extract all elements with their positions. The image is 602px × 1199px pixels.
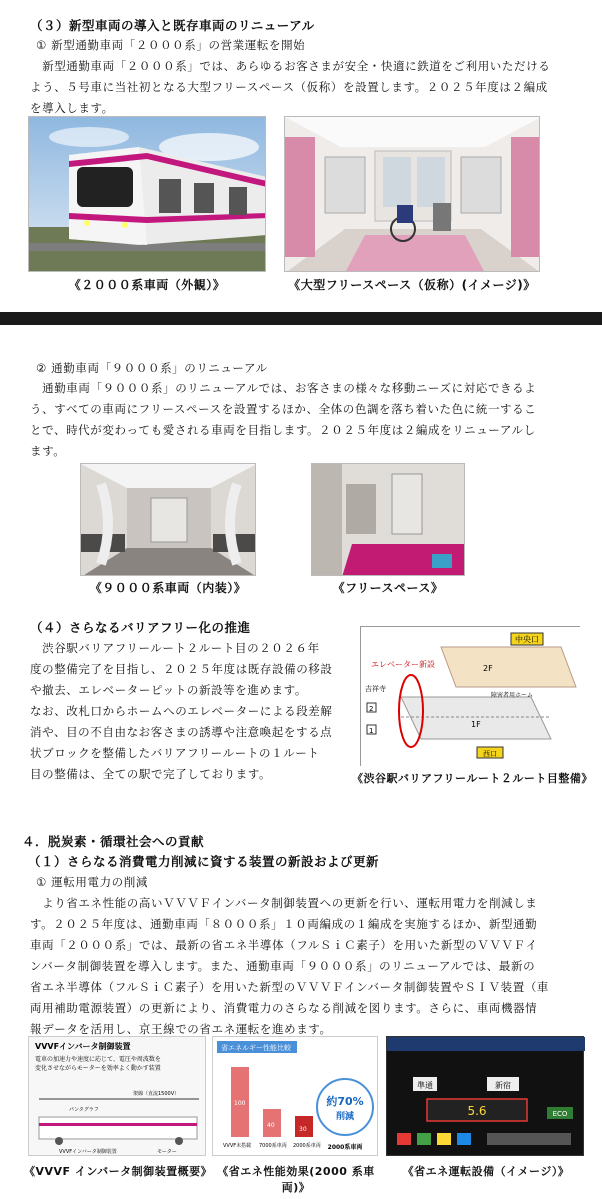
elevator-label: エレベーター新設: [371, 660, 435, 669]
energy-title: 省エネルギー性能比較: [221, 1044, 291, 1052]
eco-label: ECO: [552, 1110, 568, 1118]
bar2-label: 7000系車両: [259, 1143, 287, 1149]
caption-free-space: 《フリースペース》: [332, 581, 444, 595]
9000-interior-photo: [80, 463, 256, 576]
para-line: 度の整備完了を目指し、２０２５年度は既存設備の移設: [30, 662, 333, 676]
paragraph-power: [30, 893, 549, 1040]
page-break-band: [0, 312, 602, 325]
subheading-2000-series: ① 新型通勤車両「２０００系」の営業運転を開始: [36, 38, 306, 52]
eco-driving-display: [386, 1036, 584, 1156]
floor-1f-label: 1F: [471, 720, 481, 729]
vvvf-desc-2: 変化させながらモーターを効率よく動かす装置: [35, 1065, 161, 1072]
reduce-label: 削減: [335, 1112, 355, 1122]
para-line: 消や、目の不自由なお客さまの誘導や注意喚起をする点: [30, 725, 333, 739]
bar3-value: 30: [299, 1126, 307, 1133]
vvvf-desc-1: 電車の加速力や速度に応じて、電圧や周波数を: [35, 1056, 161, 1063]
caption-vvvf: 《VVVF インバータ制御装置概要》: [24, 1165, 213, 1178]
para-line: よう、５号車に当社初となる大型フリースペース（仮称）を設置します。２０２５年度は２編成: [30, 80, 548, 94]
wire-label: 架線（直流1500V）: [133, 1091, 180, 1097]
para-line: 報データを活用し、京王線での省エネ運転を進めます。: [30, 1022, 332, 1036]
para-line: なお、改札口からホームへのエレベーターによる段差解: [30, 704, 333, 718]
para-line: を導入します。: [30, 101, 114, 115]
big-percent: 約70%: [326, 1095, 364, 1108]
eco-digits: 5.6: [467, 1104, 487, 1118]
caption-station-map: 《渋谷駅バリアフリールート２ルート目整備》: [352, 772, 593, 785]
shibuya-station-map: [360, 626, 580, 766]
caption-free-space-large: 《大型フリースペース（仮称）(イメージ)》: [288, 278, 536, 292]
9000-free-space-photo: [311, 463, 465, 576]
track-1-label: 1: [369, 727, 374, 735]
platform-label: 障害者用ホーム: [491, 692, 534, 699]
section-heading-new-cars: （３）新型車両の導入と既存車両のリニューアル: [30, 18, 315, 33]
bar2-value: 40: [267, 1122, 275, 1129]
subheading-power-reduction: （１）さらなる消費電力削減に資する装置の新設および更新: [28, 854, 380, 869]
para-line: 渋谷駅バリアフリールート２ルート目の２０２６年: [30, 641, 320, 655]
section-heading-barrier-free: （４）さらなるバリアフリー化の推進: [30, 620, 251, 635]
caption-exterior: 《２０００系車両（外観）》: [68, 278, 226, 292]
para-line: う、すべての車両にフリースペースを設置するほか、全体の色調を落ち着いた色に統一するこ: [30, 402, 537, 416]
bar1-label: VVVF未搭載: [223, 1143, 252, 1149]
free-space-interior-photo: [284, 116, 540, 272]
vvvf-title: VVVFインバータ制御装置: [35, 1042, 131, 1051]
para-line: 車両「２０００系」では、最新の省エネ半導体（フルＳｉＣ素子）を用いた新型のＶＶＶＦイ: [30, 938, 538, 952]
device-label: VVVFインバータ制御装置: [59, 1149, 117, 1155]
caption-energy: 《省エネ性能効果(2000 系車両)》: [217, 1165, 375, 1194]
para-line: や撤去、エレベーターピットの新設等を進めます。: [30, 683, 307, 697]
pantograph-label: パンタグラフ: [69, 1107, 99, 1113]
floor-2f-label: 2F: [483, 664, 493, 673]
energy-comparison-diagram: [212, 1036, 378, 1156]
station-2: 新宿: [495, 1081, 511, 1090]
paragraph-9000-series: [30, 378, 536, 462]
energy-footer: 2000系車両: [327, 1144, 363, 1151]
motor-label: モーター: [157, 1149, 177, 1155]
west-exit-label: 西口: [483, 750, 497, 758]
paragraph-barrier-free: [30, 638, 333, 785]
para-line: 省エネ半導体（フルＳｉＣ素子）を用いた新型のＶＶＶＦインバータ制御装置やＳＩＶ装置（車: [30, 980, 550, 994]
para-line: 新型通勤車両「２０００系」では、あらゆるお客さまが安全・快適に鉄道をご利用いただける: [30, 59, 551, 73]
train-exterior-photo: [28, 116, 266, 272]
para-line: 目の整備は、全ての駅で完了しております。: [30, 767, 272, 781]
para-line: 状ブロックを整備したバリアフリールートの１ルート: [30, 746, 320, 760]
subheading-9000-series: ② 通勤車両「９０００系」のリニューアル: [36, 361, 268, 375]
para-line: 両用補助電源装置）の更新により、消費電力のさらなる削減を図ります。さらに、車両機器情: [30, 1001, 538, 1015]
para-line: ンバータ制御装置を導入します。また、通勤車両「９０００系」のリニューアルでは、最新の: [30, 959, 536, 973]
subheading-operating-power: ① 運転用電力の削減: [36, 875, 148, 889]
caption-9000-interior: 《９０００系車両（内装）》: [89, 581, 247, 595]
para-line: ます。: [30, 444, 66, 458]
para-line: とで、時代が変わっても愛される車両を目指します。２０２５年度は２編成をリニューアルし: [30, 423, 536, 437]
central-exit-label: 中央口: [515, 635, 539, 644]
bar3-label: 2000系車両: [293, 1143, 321, 1149]
paragraph-2000-series: [30, 56, 550, 119]
bar1-value: 100: [234, 1100, 246, 1107]
section-heading-decarbonization: ４．脱炭素・循環社会への貢献: [22, 834, 205, 849]
caption-eco: 《省エネ運転設備（イメージ）》: [402, 1165, 570, 1178]
station-1: 準通: [417, 1081, 433, 1090]
para-line: 通勤車両「９０００系」のリニューアルでは、お客さまの様々な移動ニーズに対応できるよ: [30, 381, 537, 395]
kichijoji-label: 吉祥寺: [365, 685, 386, 693]
vvvf-diagram: [28, 1036, 206, 1156]
track-2-label: 2: [369, 705, 374, 713]
para-line: す。２０２５年度は、通勤車両「８０００系」１０両編成の１編成を実施するほか、新型通勤: [30, 917, 538, 931]
para-line: より省エネ性能の高いＶＶＶＦインバータ制御装置への更新を行い、運転用電力を削減しま: [30, 896, 538, 910]
